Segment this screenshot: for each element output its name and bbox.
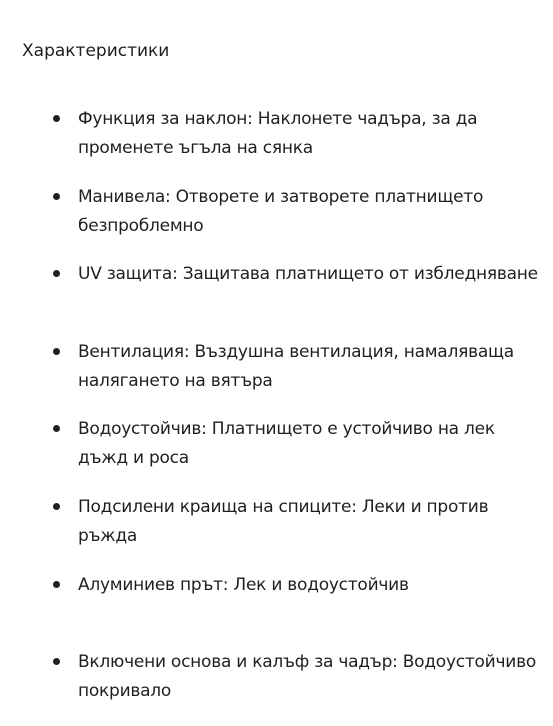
section-heading: Характеристики: [22, 41, 170, 61]
list-item: [0, 493, 553, 571]
list-item-text: UV защита: Защитава платнището от избледняване: [78, 264, 538, 285]
bullet-icon: [53, 270, 60, 277]
list-item: [0, 571, 553, 649]
list-item: [0, 415, 553, 493]
list-item-text: Водоустойчив: Платнището е устойчиво на лек дъжд и роса: [78, 419, 495, 469]
list-item: [0, 105, 553, 183]
bullet-icon: [53, 348, 60, 355]
bullet-icon: [53, 115, 60, 122]
list-item-text: Функция за наклон: Наклонете чадъра, за да променете ъгъла на сянка: [78, 109, 478, 158]
bullet-icon: [53, 503, 60, 510]
bullet-icon: [53, 193, 60, 200]
list-item-text: Включени основа и калъф за чадър: Водоустойчиво покривало: [78, 652, 536, 702]
list-item-text: Подсилени краища на спиците: Леки и против ръжда: [78, 496, 489, 546]
bullet-icon: [53, 658, 60, 665]
list-item-text: Манивела: Отворете и затворете платнището безпроблемно: [78, 186, 484, 236]
list-item: [0, 260, 553, 338]
list-item-text: Алуминиев прът: Лек и водоустойчив: [78, 574, 409, 595]
bullet-icon: [53, 425, 60, 432]
list-item: [0, 183, 553, 261]
bullet-icon: [53, 581, 60, 588]
list-item-text: Вентилация: Въздушна вентилация, намаляваща налягането на вятъра: [78, 341, 514, 391]
list-item: [0, 338, 553, 416]
features-list: [0, 105, 553, 726]
list-item: [0, 648, 553, 726]
